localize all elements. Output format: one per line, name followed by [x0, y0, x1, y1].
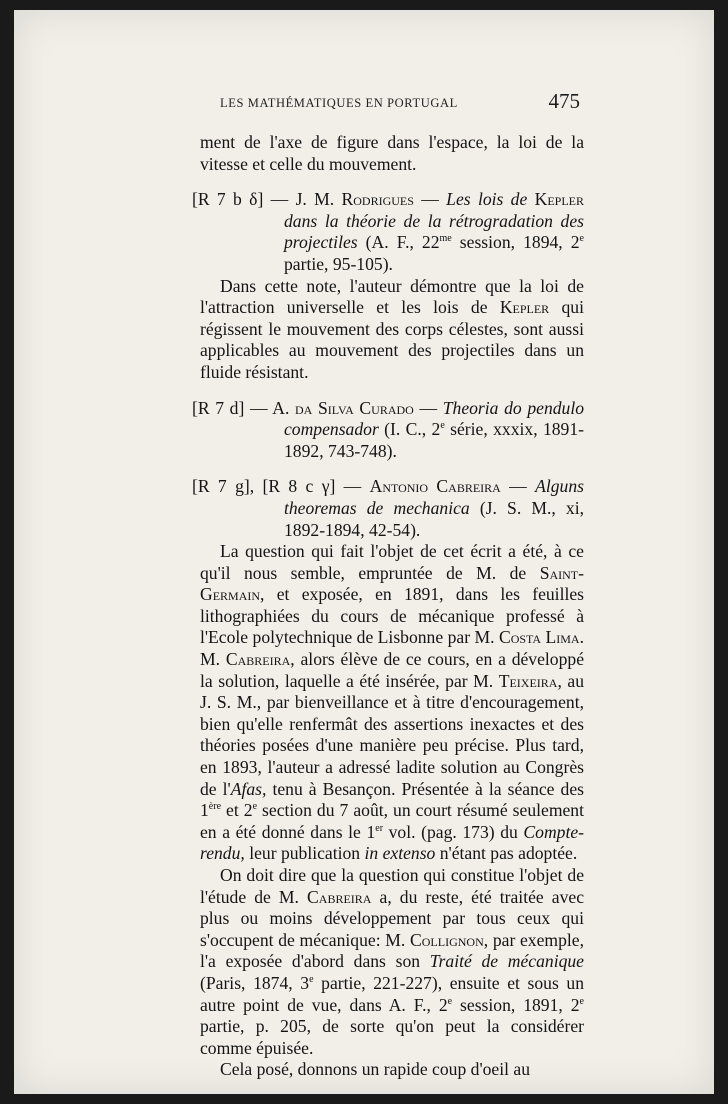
entry-title: Alguns theoremas de mechanica: [284, 476, 584, 518]
bibliography-entry-rodrigues: [R 7 b δ] — J. M. Rodrigues — Les lois de Kepler dans la théorie de la rétrogradation des projectiles (A. F., $22^{me}$ session, 1894, 2e partie, 95-105).: [192, 189, 584, 274]
entry-code: [R 7 g], [R 8 c γ]: [192, 476, 336, 497]
entry-author: da Silva Curado: [295, 397, 414, 418]
summary-paragraph: La question qui fait l'objet de cet écrit a été, à ce qu'il nous semble, empruntée de M. de Saint-Germain, et exposée, en 1891, dans les feuilles lithographiées du cours de mécanique professé à l'Ecole polytechnique de Lisbonne par M. Costa Lima. M. Cabreira, alors élève de ce cours, en a développé la solution, laquelle a été insérée, par M. Teixeira, au J. S. M., par bienveillance et à titre d'encouragement, bien qu'elle renfermât des assertions inexactes et des théories posées d'une manière peu précise. Plus tard, en 1893, l'auteur a adressé ladite solution au Congrès de l'Afas, tenu à Besançon. Présentée à la séance des 1ère et 2e section du 7 août, un court résumé seulement en a été donné dans le 1er vol. (pag. 173) du Compte-rendu, leur publication in extenso n'étant pas adoptée.: [200, 541, 584, 864]
entry-code: [R 7 b δ]: [192, 189, 264, 210]
bibliography-entry-curado: [R 7 d] — A. da Silva Curado — Theoria do pendulo compensador (I. C., 2e série, xxxix, 1891-1892, 743-748).: [192, 397, 585, 461]
running-title: LES MATHÉMATIQUES EN PORTUGAL: [220, 96, 458, 110]
entry-title: Theoria do pendulo compensador: [284, 397, 585, 440]
running-header: [220, 89, 580, 113]
entry-title: Les lois de Kepler dans la théorie de la rétrogradation des projectiles: [284, 189, 584, 253]
entry-author: Rodrigues: [341, 189, 414, 210]
page-number: 475: [548, 89, 580, 113]
summary-paragraph: On doit dire que la question qui constitue l'objet de l'étude de M. Cabreira a, du reste, été traitée avec plus ou moins développement par tous ceux qui s'occupent de mécanique: M. Collignon, par exemple, l'a exposée d'abord dans son Traité de mécanique (Paris, 1874, 3e partie, 221-227), ensuite et sous un autre point de vue, dans A. F., 2e session, 1891, 2e partie, p. 205, de sorte qu'on peut la considérer comme épuisée.: [200, 865, 585, 1058]
bibliography-entry-cabreira: [R 7 g], [R 8 c γ] — Antonio Cabreira — Alguns theoremas de mechanica (J. S. M., xi, 1892-1894, 42-54).: [192, 476, 584, 540]
book-page: [14, 10, 714, 1094]
entry-code: [R 7 d]: [192, 397, 245, 418]
entry-author: Antonio Cabreira: [369, 476, 501, 497]
continuation-paragraph: ment de l'axe de figure dans l'espace, la loi de la vitesse et celle du mouvement.: [200, 132, 584, 174]
entry-reference: (A. F., $22^{me}$ session, 1894, 2e partie, 95-105).: [284, 232, 584, 274]
summary-paragraph: Dans cette note, l'auteur démontre que la loi de l'attraction universelle et les lois de Kepler qui régissent le mouvement des corps célestes, sont aussi applicables au mouvement des projectiles dans un fluide résistant.: [200, 275, 584, 382]
entry-reference: (J. S. M., xi, 1892-1894, 42-54).: [284, 497, 584, 540]
entry-reference: (I. C., 2e série, xxxix, 1891-1892, 743-748).: [284, 419, 585, 461]
page-body: [192, 132, 584, 1081]
summary-paragraph: Cela posé, donnons un rapide coup d'oeil au: [220, 1059, 531, 1080]
